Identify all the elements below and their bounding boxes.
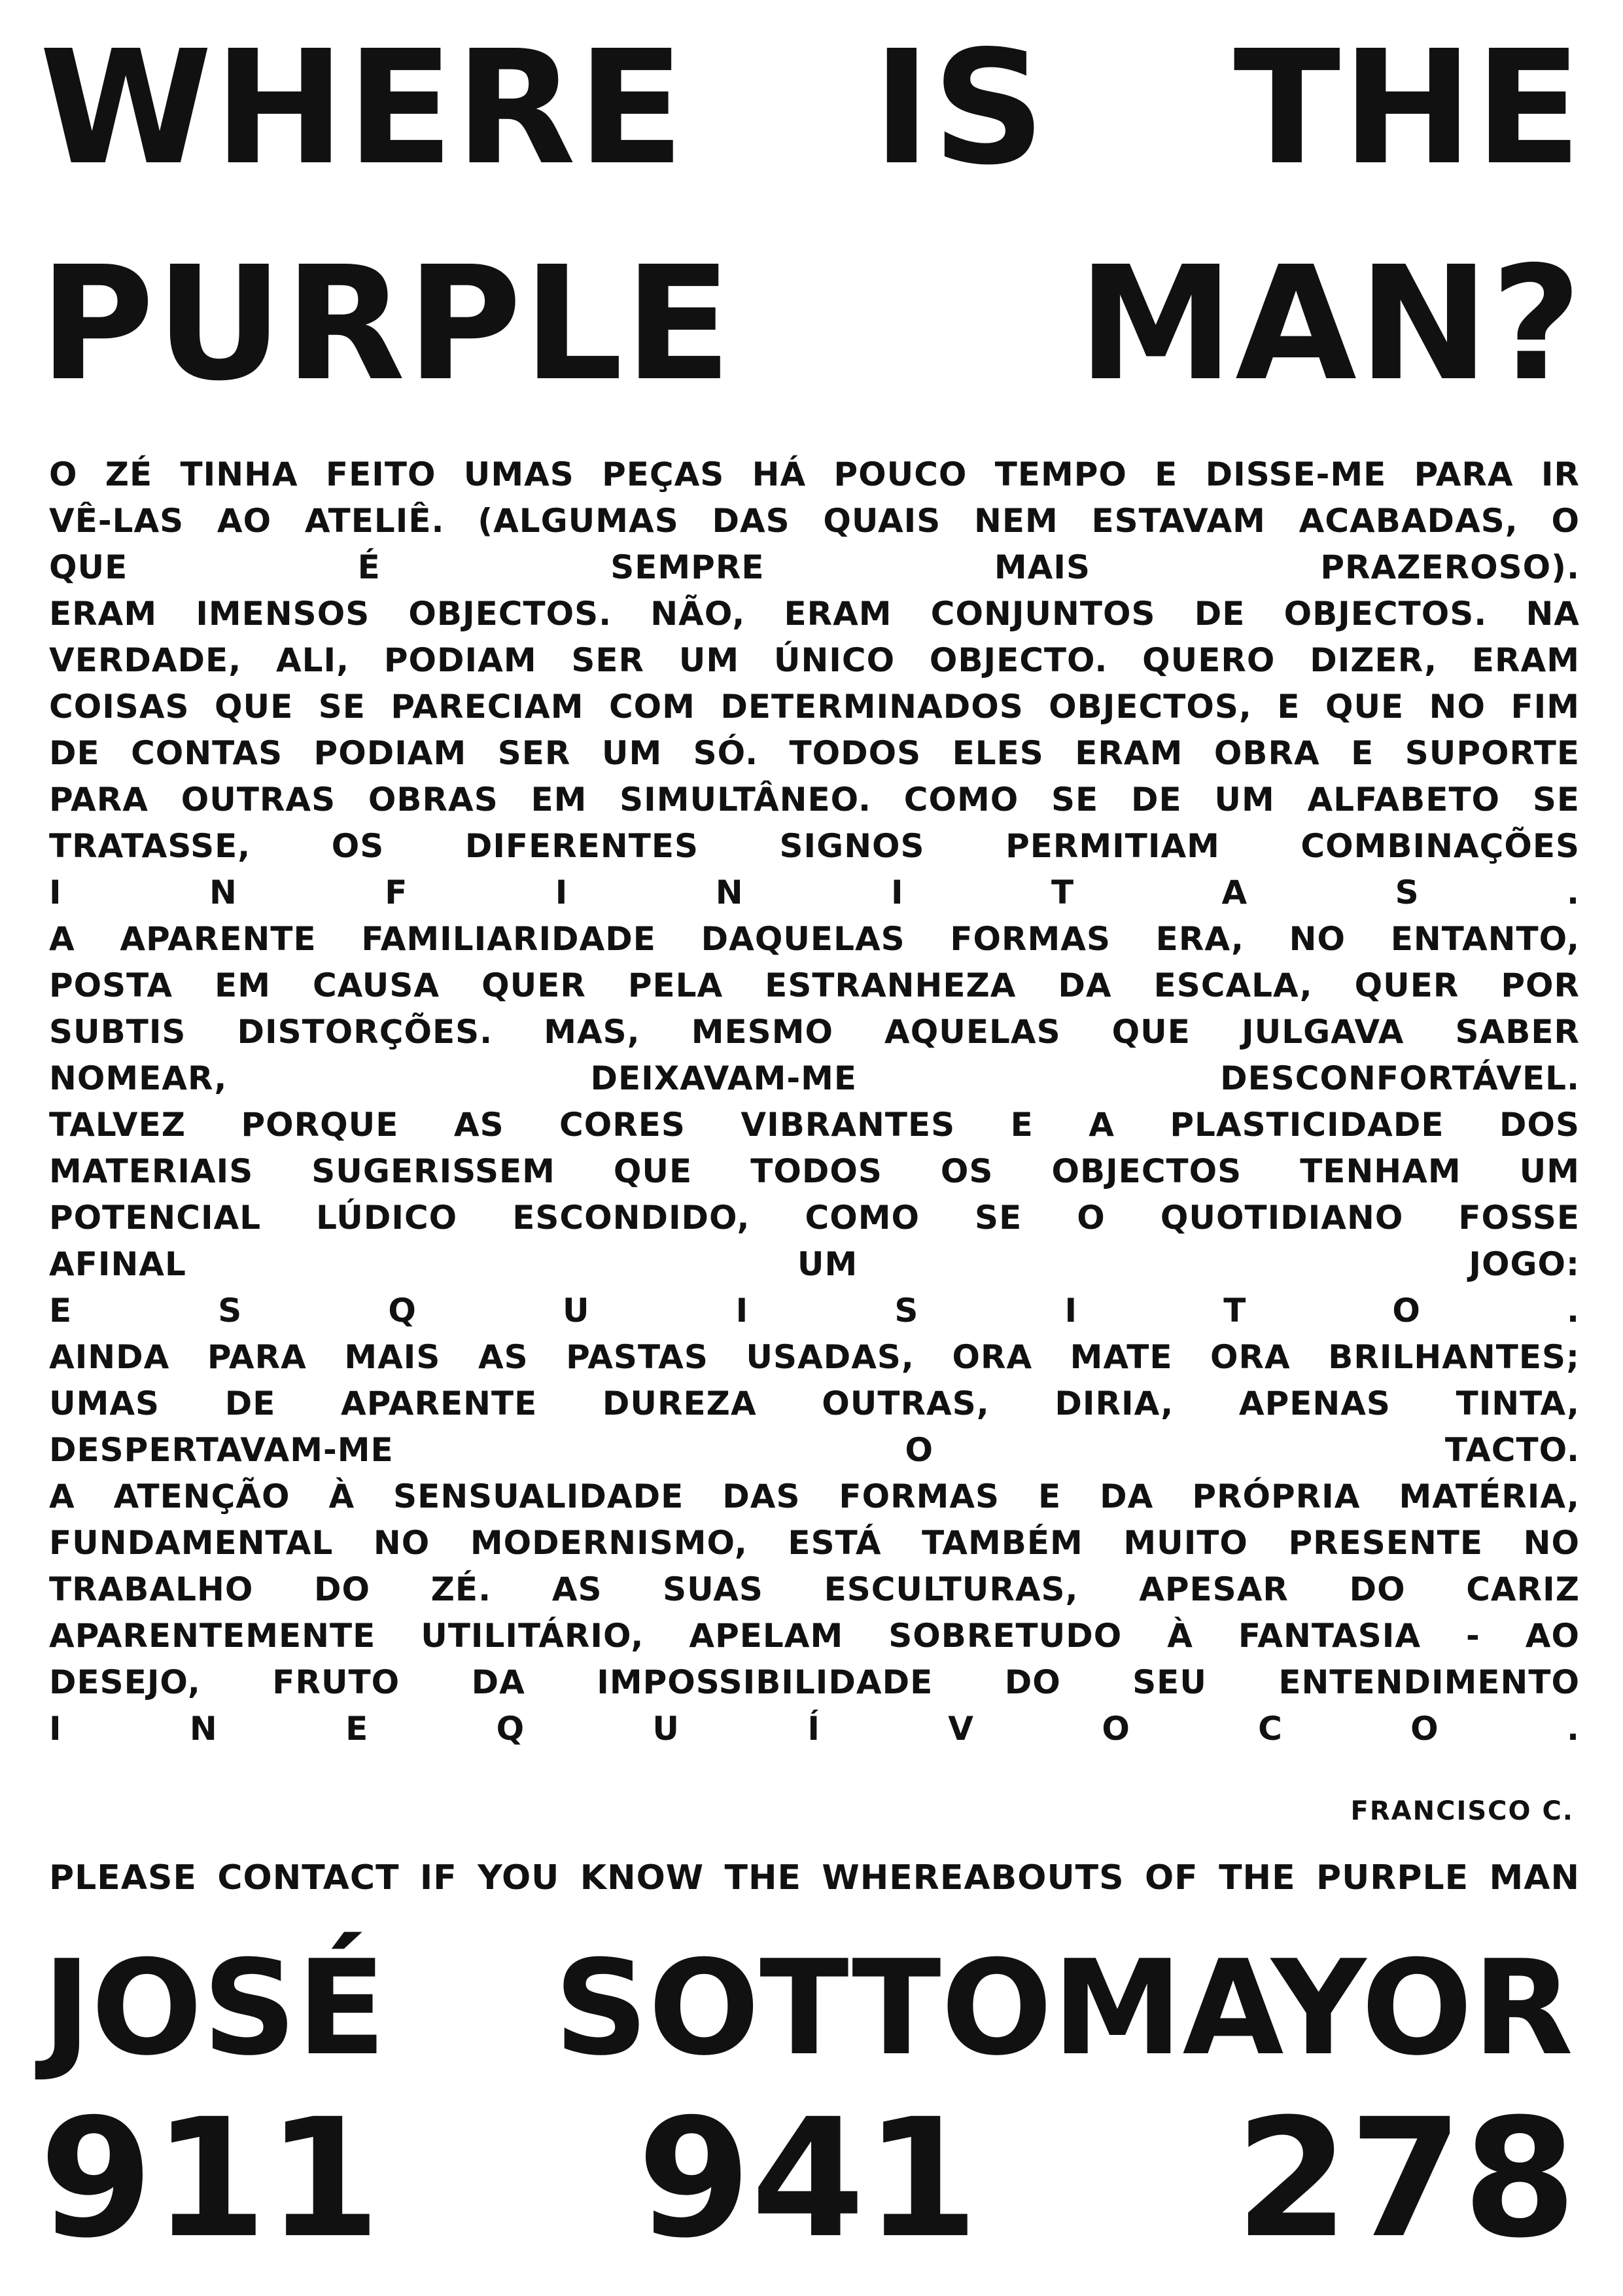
body-line: NOMEAR, DEIXAVAM-ME DESCONFORTÁVEL. bbox=[49, 1059, 1580, 1097]
body-line: QUE É SEMPRE MAIS PRAZEROSO). bbox=[49, 548, 1580, 586]
body-line: TRATASSE, OS DIFERENTES SIGNOS PERMITIAM COMBINAÇÕES bbox=[49, 827, 1580, 865]
body-line: PARA OUTRAS OBRAS EM SIMULTÂNEO. COMO SE DE UM ALFABETO SE bbox=[49, 781, 1580, 819]
body-line: COISAS QUE SE PARECIAM COM DETERMINADOS OBJECTOS, E QUE NO FIM bbox=[49, 688, 1580, 726]
body-line: FUNDAMENTAL NO MODERNISMO, ESTÁ TAMBÉM MUITO PRESENTE NO bbox=[49, 1524, 1580, 1562]
body-line: SUBTIS DISTORÇÕES. MAS, MESMO AQUELAS QUE JULGAVA SABER bbox=[49, 1013, 1580, 1051]
body-line: DE CONTAS PODIAM SER UM SÓ. TODOS ELES ERAM OBRA E SUPORTE bbox=[49, 734, 1580, 772]
body-line: UMAS DE APARENTE DUREZA OUTRAS, DIRIA, APENAS TINTA, bbox=[49, 1385, 1580, 1422]
body-line: I N E Q U Í V O C O . bbox=[49, 1710, 1580, 1748]
body-line: APARENTEMENTE UTILITÁRIO, APELAM SOBRETUDO À FANTASIA - AO bbox=[49, 1617, 1580, 1655]
body-line: DESPERTAVAM-ME O TACTO. bbox=[49, 1431, 1580, 1469]
contact-phone[interactable]: 911 941 278 bbox=[39, 2083, 1577, 2274]
contact-name: JOSÉ SOTTOMAYOR bbox=[43, 1932, 1573, 2085]
body-line: AINDA PARA MAIS AS PASTAS USADAS, ORA MATE ORA BRILHANTES; bbox=[49, 1338, 1580, 1376]
signature: FRANCISCO C. bbox=[1350, 1796, 1574, 1826]
body-line: VERDADE, ALI, PODIAM SER UM ÚNICO OBJECTO. QUERO DIZER, ERAM bbox=[49, 641, 1580, 679]
body-line: I N F I N I T A S . bbox=[49, 874, 1580, 911]
body-line: TRABALHO DO ZÉ. AS SUAS ESCULTURAS, APESAR DO CARIZ bbox=[49, 1570, 1580, 1608]
body-line: VÊ-LAS AO ATELIÊ. (ALGUMAS DAS QUAIS NEM ESTAVAM ACABADAS, O bbox=[49, 502, 1580, 540]
body-line: E S Q U I S I T O . bbox=[49, 1292, 1580, 1330]
contact-prompt: PLEASE CONTACT IF YOU KNOW THE WHEREABOUTS OF THE PURPLE MAN bbox=[49, 1858, 1580, 1898]
title-line-2: PURPLE MAN? bbox=[39, 232, 1583, 415]
body-paragraph bbox=[49, 451, 1580, 1752]
body-line: O ZÉ TINHA FEITO UMAS PEÇAS HÁ POUCO TEMPO E DISSE-ME PARA IR bbox=[49, 455, 1580, 493]
body-line: POTENCIAL LÚDICO ESCONDIDO, COMO SE O QUOTIDIANO FOSSE bbox=[49, 1199, 1580, 1237]
title-line-1: WHERE IS THE bbox=[39, 16, 1583, 200]
body-line: MATERIAIS SUGERISSEM QUE TODOS OS OBJECTOS TENHAM UM bbox=[49, 1152, 1580, 1190]
body-line: ERAM IMENSOS OBJECTOS. NÃO, ERAM CONJUNTOS DE OBJECTOS. NA bbox=[49, 595, 1580, 633]
body-line: AFINAL UM JOGO: bbox=[49, 1245, 1580, 1283]
body-line: TALVEZ PORQUE AS CORES VIBRANTES E A PLASTICIDADE DOS bbox=[49, 1106, 1580, 1144]
body-line: DESEJO, FRUTO DA IMPOSSIBILIDADE DO SEU ENTENDIMENTO bbox=[49, 1663, 1580, 1701]
body-line: POSTA EM CAUSA QUER PELA ESTRANHEZA DA ESCALA, QUER POR bbox=[49, 966, 1580, 1004]
body-line: A ATENÇÃO À SENSUALIDADE DAS FORMAS E DA PRÓPRIA MATÉRIA, bbox=[49, 1477, 1580, 1515]
body-line: A APARENTE FAMILIARIDADE DAQUELAS FORMAS ERA, NO ENTANTO, bbox=[49, 920, 1580, 958]
